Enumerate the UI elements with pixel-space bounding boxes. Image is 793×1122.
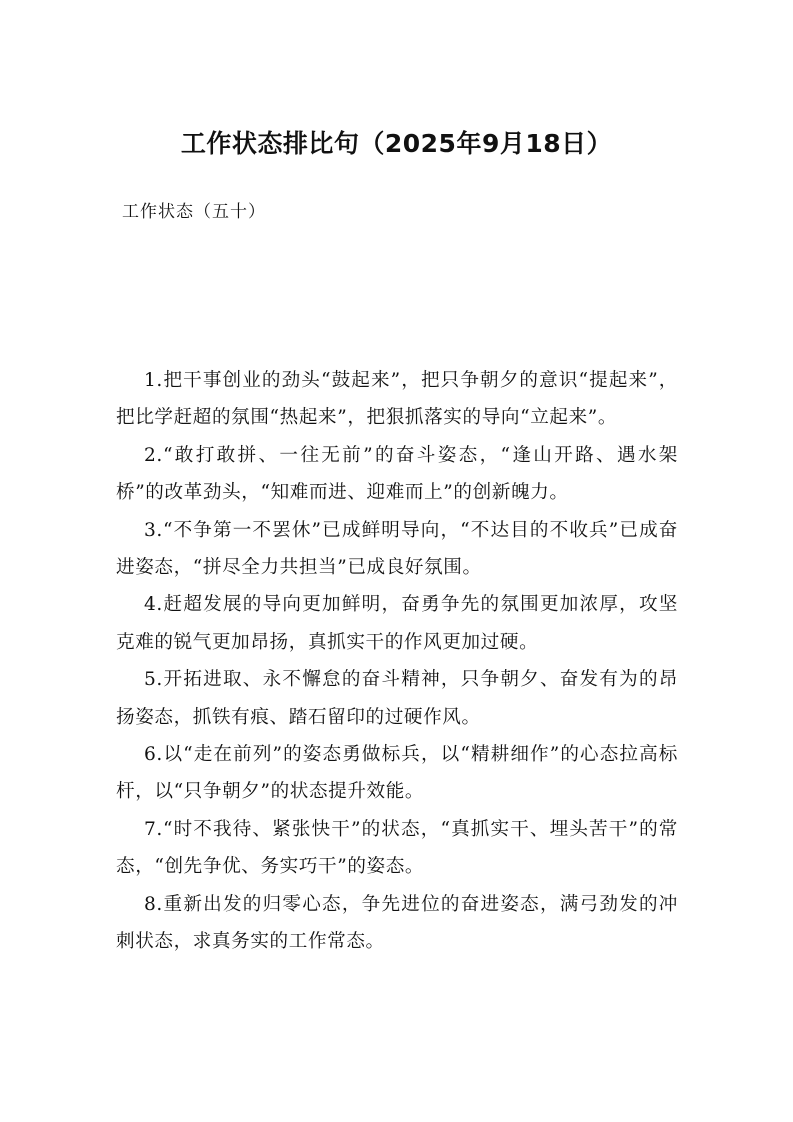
paragraph-4: 4.赶超发展的导向更加鲜明，奋勇争先的氛围更加浓厚，攻坚克难的锐气更加昂扬，真抓实干的作风更加过硬。 [116, 594, 678, 653]
paragraph-8: 8.重新出发的归零心态，争先进位的奋进姿态，满弓劲发的冲刺状态，求真务实的工作常态。 [116, 893, 678, 953]
document-subtitle: 工作状态（五十） [122, 202, 266, 222]
document-body [116, 362, 678, 961]
paragraph-6: 6.以“走在前列”的姿态勇做标兵，以“精耕细作”的心态拉高标杆，以“只争朝夕”的状态提升效能。 [116, 744, 678, 803]
paragraph-3: 3.“不争第一不罢休”已成鲜明导向，“不达目的不收兵”已成奋进姿态，“拼尽全力共担当”已成良好氛围。 [116, 519, 678, 579]
paragraph-5: 5.开拓进取、永不懈怠的奋斗精神，只争朝夕、奋发有为的昂扬姿态，抓铁有痕、踏石留印的过硬作风。 [116, 669, 678, 728]
paragraph-1: 1.把干事创业的劲头“鼓起来”，把只争朝夕的意识“提起来”，把比学赶超的氛围“热起来”，把狠抓落实的导向“立起来”。 [116, 370, 678, 429]
paragraph-7: 7.“时不我待、紧张快干”的状态，“真抓实干、埋头苦干”的常态，“创先争优、务实巧干”的姿态。 [116, 818, 678, 878]
document-title: 工作状态排比句（2025年9月18日） [180, 129, 613, 158]
paragraph-2: 2.“敢打敢拼、一往无前”的奋斗姿态，“逢山开路、遇水架桥”的改革劲头，“知难而进、迎难而上”的创新魄力。 [116, 444, 678, 504]
